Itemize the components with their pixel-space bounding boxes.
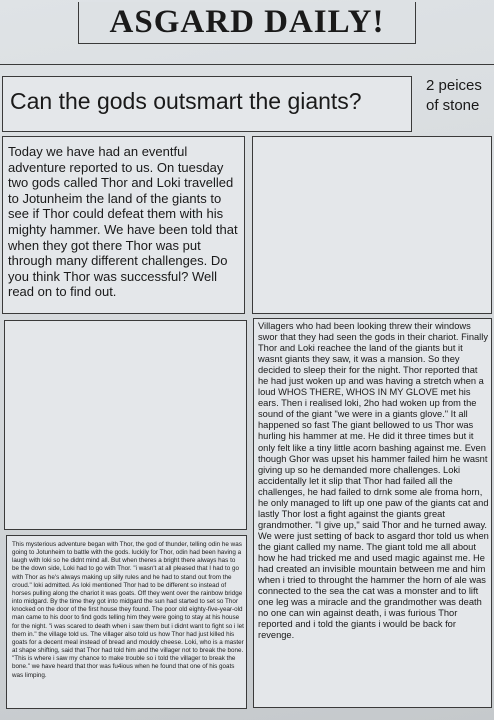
headline-box <box>2 76 412 132</box>
picture-box-top-right <box>252 136 492 314</box>
story-right-paragraph-1: Villagers who had been looking threw their windows swor that they had seen the gods in their chariot. Finally Thor and Loki reachee the land of the giants but it wasnt giants they saw, it was a mansion. So they decided to sleep their for the night. Thor reported that he had just woken up and was having a stretch when a loud WHOS THERE, WHOS IN MY GLOVE met his ears. Then i realised loki, 2ho had woken up from the sound of the giant "we were in a giants glove." It all happened so fast The giant bellowed to us Thor was hurling his hammer at me. He did it three times but it only felt like a tiny little acorn bashing against me. Even though Ghor was upset his hammer failed him he wasnt giving up so he demanded more challenges. Loki accidentally let it slip that Thor had failed all the challenges, he had failed to drnk some ale froma horn, he only managed to lift up one paw of the giants cat and lastly Thor lost a fight against the giants great grandmother. "I give up," said Thor and he turned away. <box>258 321 489 530</box>
masthead-title: ASGARD DAILY! <box>78 2 416 44</box>
masthead-rule <box>0 64 494 65</box>
price-label: 2 peices of stone <box>426 77 482 114</box>
picture-box-left <box>4 320 247 530</box>
story-right-text <box>258 321 489 641</box>
story-right-paragraph-2: We were just setting of back to asgard thor told us when the giant called my name. The giant told me all about how he had tricked me and used magic against me. He had created an invisible mountain between me and him when i tried to throught the hammer the horn of ale was connected to the sea the cat was a monster and to lift one leg was a miracle and the grandmother was death no one can win against death, i was furious Thor reported and i told the giants i would be back for revenge. <box>258 530 489 641</box>
headline: Can the gods outsmart the giants? <box>10 88 362 114</box>
intro-text: Today we have had an eventful adventure reported to us. On tuesday two gods called Thor and Loki travelled to Jotunheim the land of the giants to see if Thor could defeat them with his mighty hammer. We have been told that when they got there Thor was put through many different challenges. Do you think Thor was successful? Well read on to find out. <box>8 144 238 300</box>
story-left-text: This mysterious adventure began with Thor, the god of thunder, telling odin he was going to Jotunheim to battle with the gods. luckily for Thor, odin had been having a laugh with loki so he didnt mind all. But when theres a bright there always has to be the down side, Loki had to go with Thor. "i wasn't at all pleased that I had to go with Thor as he's always making up silly rules and he had to stand out from the croud." loki admitted. As loki mentioned Thor had to be different so instead of horses pulling along the chariot it was goats. Off they went over the rainbow bridge into midgard. By the time they got into midgard the sun had started to set so Thor knocked on the door of the first house they found. The poor old eighty-five-year-old man came to his door to find gods telling him they were going to stay at his house for the night. "i was scared to death when i saw them but i didnt want to fight so i let them in." the village told us. The villager also told us how Thor had just killed his goats for a decent meal instead of bread and mouldy cheese. Loki, who is a master at shape shifting, said that Thor had told him and the villager not to break the bone. "This is where i saw my chance to make trouble so i told the villager to break the bone." we have heard that thor was fu4ious when he found that one of his goats was limping. <box>12 541 244 679</box>
